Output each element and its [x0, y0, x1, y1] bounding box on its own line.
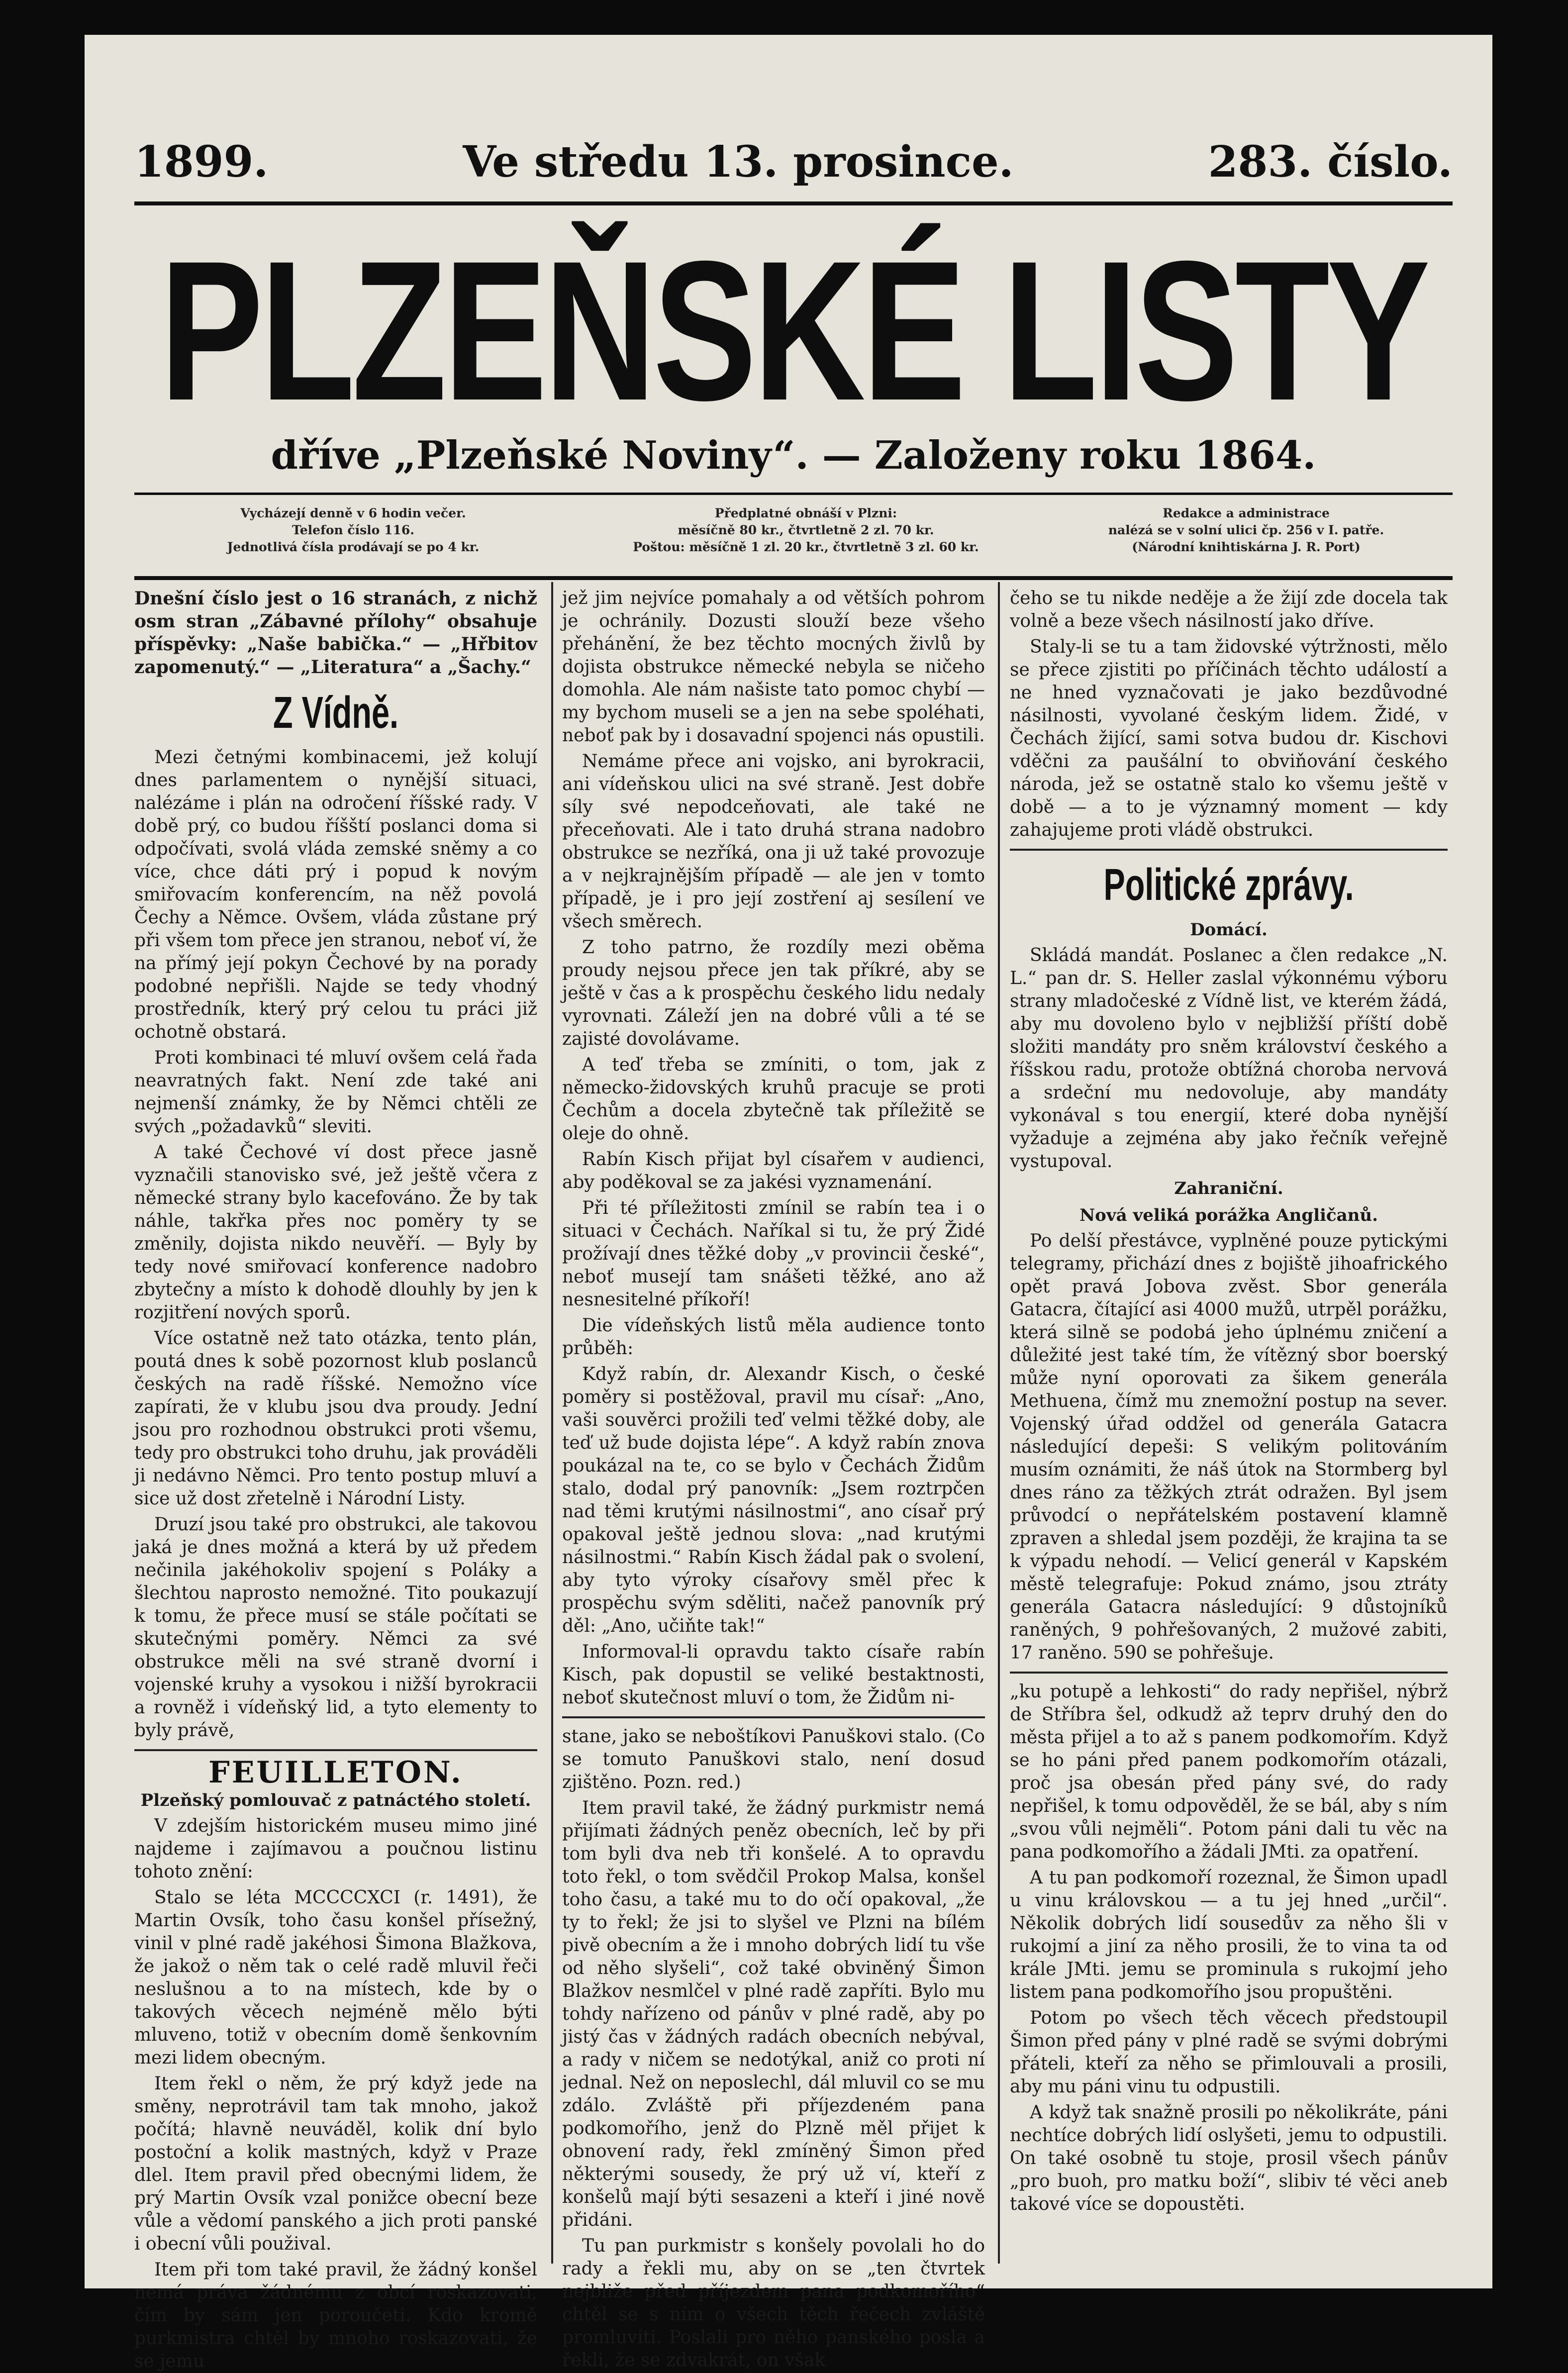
masthead-subtitle: dříve „Plzeňské Noviny“. — Založeny roku 1864. — [271, 433, 1316, 478]
article-heading-politicke-zpravy: Politické zprávy. — [1103, 860, 1354, 910]
column-3: čeho se tu nikde neděje a že žijí zde docela tak volně a beze všech násilností jako dříve. Staly-li se tu a tam židovské výtržnosti, mělo se přece zjistiti po příčinách těchto událostí a ne hned vyznačovati je jako bezdůvodné násilnosti, vyvolané českým lidem. Židé, v Čechách žijící, sami sotva budou dr. Kischovi vděčni za paušální to obviňování českého národa, jež se ostatně stalo ko všemu ještě v době — a to je významný moment — kdy zahajujeme proti vládě obstrukci. Politické zprávy. Domácí. Skládá mandát. Poslanec a člen redakce „N. L.“ pan dr. S. Heller zaslal výkonnému výboru strany mladočeské z Vídně list, ve kterém žádá, aby mu dovoleno bylo v nejbližší příští době složiti mandáty pro sněm království českého a říšskou radu, protože obtížná choroba nervová a srdeční mu nedovoluje, aby mandáty vykonával s tou energií, které doba nynější vyžaduje a zejména aby jako řečník veřejně vystupoval. Zahraniční. Nová veliká porážka Angličanů. Po delší přestávce, vyplněné pouze pytickými telegramy, přichází dnes z bojiště jihoafrického opět pravá Jobova zvěst. Sbor generála Gatacra, čítající asi 4000 mužů, utrpěl porážku, která silně se podobá jeho úplnému zničení a důležité jest také tím, že vítězný sbor boerský může nyní oporovati za šikem generála Methuena, čímž mu znemožní postup na sever. Vojenský úřad oddžel od generála Gatacra následující depeši: S velikým politováním musím oznámiti, že náš útok na Stormberg byl dnes ráno za těžkých ztrát odražen. Byl jsem průvodcí o nepřátelském postavení klamně zpraven a shledal jsem později, že krajina ta se k výpadu nehodí. — Velicí generál v Kapském městě telegrafuje: Pokud známo, jsou ztráty generála Gatacra následující: 9 důstojníků raněných, 9 pohřešovaných, 2 mužové zabiti, 17 raněno. 590 se pohřešuje. „ku potupě a lehkosti“ do rady nepřišel, nýbrž de Stříbra šel, odkudž až teprv druhý den do města přijel a to až s panem podkomořím. Když se ho páni před panem podkomořím otázali, proč jsa obesán před pány své, do rady nepřišel, k tomu odpověděl, že se bál, aby s ním „svou vůli nejměli“. Potom páni dali tu věc na pana podkomořího a žádali JMti. za opatření. A tu pan podkomoří rozeznal, že Šimon upadl u vinu královskou — a tu jej hned „určil“. Několik dobrých lidí sousedův za něho šli v rukojmí a jiní za něho prosili, že to vina ta od krále JMti. jemu se prominula s rukojmí jeho listem pana podkomořího jsou propuštěni. Potom po všech těch věcech předstoupil Šimon před pány v plné radě se svými dobrými přáteli, kteří za něho se přimlouvali a prosili, aby mu páni vinu tu odpustili. A když tak snažně prosili po několikráte, páni nechtíce dobrých lidí oslyšeti, jemu to odpustili. On také osobně tu stoje, prosil všech pánův „pro buoh, pro matku boží“, slibiv té věci aneb takové více se dopoustěti. — [1010, 588, 1448, 2214]
issue-line — [134, 124, 1453, 199]
article-heading-z-vidne: Z Vídně. — [273, 688, 399, 738]
info-box-editorial: Redakce a administrace nalézá se v solní ulici čp. 256 v I. patře. (Národní knihtiskárna J. R. Port) — [1108, 506, 1384, 554]
foreign-subheading: Nová veliká porážka Angličanů. — [1079, 1205, 1378, 1225]
column-2-rule — [562, 1716, 985, 1718]
masthead-title: PLZEŇSKÉ LISTY — [160, 219, 1427, 442]
feuilleton-rule — [134, 1749, 537, 1751]
newspaper-page — [85, 35, 1492, 2372]
info-box-issue: Vycházejí denně v 6 hodin večer. Telefon číslo 116. Jednotlivá čísla prodávají se po 4 kr. — [227, 506, 480, 554]
info-top-rule — [134, 493, 1453, 495]
feuilleton-heading: FEUILLETON. — [208, 1755, 463, 1790]
section-domestic: Domácí. — [1190, 920, 1268, 940]
section-foreign: Zahraniční. — [1174, 1179, 1283, 1198]
issue-year: 1899. — [134, 136, 269, 187]
column-divider-1 — [551, 582, 553, 2264]
info-box-subscription: Předplatné obnáší v Plzni: měsíčně 80 kr., čtvrtletně 2 zl. 70 kr. Poštou: měsíčně 1 zl. 20 kr., čtvrtletně 3 zl. 60 kr. — [633, 506, 979, 554]
column-2: jež jim nejvíce pomahaly a od větších pohrom je ochránily. Dozusti slouží beze všeho přehánění, že bez těchto mocných živlů by dojista obstrukce německé nebyla se ničeho domohla. Ale nám našiste tato pomoc chybí — my bychom museli se a jen na sebe spoléhati, neboť pak by i dosavadní spojenci nás opustili. Nemáme přece ani vojsko, ani byrokracii, ani vídeňskou ulici na své straně. Jest dobře síly své nepodceňovati, ale také ne přeceňovati. Ale i tato druhá strana nadobro obstrukce se nezříká, ona ji už také provozuje a v nejkrajnějším případě — ale jen v tomto případě, je i pro její zostření aj sesílení ve všech směrech. Z toho patrno, že rozdíly mezi oběma proudy nejsou přece jen tak příkré, aby se ještě v čas a k prospěchu českého lidu nedaly vyrovnati. Záleží jen na dobré vůli a té se zajisté dovolávame. A teď třeba se zmíniti, o tom, jak z německo-židovských kruhů pracuje se proti Čechům a docela zbytečně tak příležitě se oleje do ohně. Rabín Kisch přijat byl císařem v audienci, aby poděkoval se za jakési vyznamenání. Při té příležitosti zmínil se rabín tea i o situaci v Čechách. Naříkal si tu, že prý Židé prožívají dnes těžké doby „v provincii české“, neboť musejí tam snášeti těžké, ano až nesnesitelné příkoří! Die vídeňských listů měla audience tonto průběh: Když rabín, dr. Alexandr Kisch, o české poměry si postěžoval, pravil mu císař: „Ano, vaši souvěrci prožili teď velmi těžké doby, ale teď už bude dojista lépe“. A když rabín znova poukázal na te, co se bylo v Čechách Židům stalo, dodal prý panovník: „Jsem roztrpčen nad těmi krutými násilnostmi“, ano císař prý opakoval ještě jednou slova: „nad krutými násilnostmi.“ Rabín Kisch žádal pak o svolení, aby tyto výroky císařovy směl přec k prospěchu svým sděliti, načež panovník prý děl: „Ano, učiňte tak!“ Informoval-li opravdu takto císaře rabín Kisch, pak dopustil se veliké bestaktnosti, neboť skutečnost mluví o tom, že Židům ni- stane, jako se neboštíkovi Panuškovi stalo. (Co se tomuto Panuškovi stalo, není dosud zjištěno. Pozn. red.) Item pravil také, že žádný purkmistr nemá přijímati žádných peněz obecních, leč by při tom byli dva neb tři konšelé. A to opravdu toto řekl, o tom svědčil Prokop Malsa, konšel toho času, a také mu to do očí opakoval, „že ty to řekl; že jsi to slyšel ve Plzni na bílém pivě obecním a že i mnoho dobrých lidí tu vše od něho slyšeli“, což také obviněný Šimon Blažkov nesmlčel v plné radě zapříti. Bylo mu tohdy nařízeno od pánův v plné radě, aby po jistý čas v žádných radách obecních nebýval, a rady v ničem se nedotýkal, aniž co proti ní jednal. Než on neposlechl, dál mluvil co se mu zdálo. Zvláště při příjezdeném pana podkomořího, jenž do Plzně měl přijet k obnovení rady, řekl zmíněný Šimon před některými sousedy, že prý už ví, kteří z konšelů mají býti sesazeni a kteří i jiné nově přidáni. Tu pan purkmistr s konšely povolali ho do rady a řekli mu, aby on se „ten čtvrtek nejbliže před příjezdem pana podkomořího“ chtěl se s ním o všech těch řečech zvláště promluviti. Poslali pro něho panského posla a řekli, že se zdvakrát, on však — [562, 588, 985, 2371]
info-bottom-rule — [134, 576, 1453, 580]
issue-notice: Dnešní číslo jest o 16 stranách, z nichž osm stran „Zábavné přílohy“ obsahuje příspěvky: „Naše babička.“ — „Hřbitov zapomenutý.“ — „Literatura“ a „Šachy.“ — [134, 588, 537, 678]
feuilleton-subheading: Plzeňský pomlouvač z patnáctého století. — [140, 1790, 531, 1810]
issue-date: Ve středu 13. prosince. — [463, 136, 1014, 187]
column-divider-2 — [998, 582, 1000, 2264]
column-1: Dnešní číslo jest o 16 stranách, z nichž osm stran „Zábavné přílohy“ obsahuje příspěvky: „Naše babička.“ — „Hřbitov zapomenutý.“ — „Literatura“ a „Šachy.“ Z Vídně. Mezi četnými kombinacemi, jež kolují dnes parlamentem o nynější situaci, nalézáme i plán na odročení říšské rady. V době prý, co budou říšští poslanci doma si odpočívati, svolá vláda zemské sněmy a co více, chce dáti prý i popud k novým smiřovacím konferencím, na něž povolá Čechy a Němce. Ovšem, vláda zůstane prý při všem tom přece jen stranou, neboť ví, že na přímý její pokyn Čechové by na porady podobné nepřišli. Najde se tedy vhodný prostředník, který prý celou tu práci již ochotně obstará. Proti kombinaci té mluví ovšem celá řada neavratných fakt. Není zde také ani nejmenší známky, že by Němci chtěli ze svých „požadavků“ sleviti. A také Čechové ví dost přece jasně vyznačili stanovisko své, jež ještě včera z německé strany bylo kacefováno. Že by tak náhle, takřka přes noc poměry ty se změnily, dojista nikdo neuvěří. — Byly by tedy nové smiřovací konference nadobro zbytečny a místo k dohodě dlouhly by jen k rozjitření nových sporů. Více ostatně než tato otázka, tento plán, poutá dnes k sobě pozornost klub poslanců českých na radě říšské. Nemožno více zapírati, že v klubu jsou dva proudy. Jední jsou pro rozhodnou obstrukci proti všemu, tedy pro obstrukci toho druhu, jak prováděli ji nedávno Němci. Pro tento postup mluví a sice už dost zřetelně i Národní Listy. Druzí jsou také pro obstrukci, ale takovou jaká je dnes možná a která by už předem nečinila jakéhokoliv spojení s Poláky a šlechtou naprosto nemožné. Tito poukazují k tomu, že přece musí se stále počítati se skutečnými poměry. Němci za své obstrukce měli na své straně dvorní i vojenské kruhy a vysokou i nižší byrokracii a rovněž i vídeňský lid, a tyto elementy to byly právě, FEUILLETON. Plzeňský pomlouvač z patnáctého století. V zdejším historickém museu mimo jiné najdeme i zajímavou a poučnou listinu tohoto znění: Stalo se léta MCCCCXCI (r. 1491), že Martin Ovsík, toho času konšel přísežný, vinil v plné radě jakéhosi Šimona Blažkova, že jakož o něm tak o celé radě mluvil řeči neslušnou a to na místech, kde by o takových věcech nejméně mělo býti mluveno, totiž v obecním domě šenkovním mezi lidem obecným. Item řekl o něm, že prý když jede na směny, neprotrávil tam tak mnoho, jakož počítá; hlavně neuváděl, kolik dní bylo postoční a kolik mastných, když v Praze dlel. Item pravil před obecnými lidem, že prý Martin Ovsík vzal ponižce obecní beze vůle a vědomí panského a jich proti panské i obecní vůli použival. Item při tom také pravil, že žádný konšel nemá práva žádnému z obcí roskazovati, čím by sám jen poroučeti. Kdo kromě purkmistra chtěl by mnoho roskazovati, že se jemu — [134, 588, 537, 2372]
issue-number: 283. číslo. — [1208, 136, 1453, 187]
column-3-rule — [1010, 1672, 1448, 1674]
politics-rule — [1010, 849, 1448, 851]
top-rule — [134, 201, 1453, 205]
